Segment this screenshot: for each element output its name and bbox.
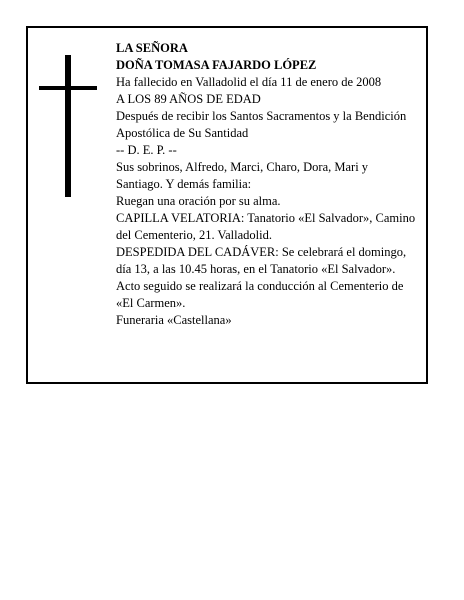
title-line: LA SEÑORA — [116, 41, 188, 55]
chapel-paragraph: CAPILLA VELATORIA: Tanatorio «El Salvador», Camino del Cementerio, 21. Valladolid. — [116, 211, 416, 242]
cross-icon — [39, 55, 97, 197]
funeral-home-line: Funeraria «Castellana» — [116, 313, 232, 327]
obituary-text — [116, 40, 416, 329]
death-line: Ha fallecido en Valladolid el día 11 de enero de 2008 — [116, 75, 382, 89]
cross-horizontal-bar — [39, 86, 97, 90]
rip-line: -- D. E. P. -- — [116, 143, 177, 157]
sacraments-paragraph: Después de recibir los Santos Sacramentos y la Bendición Apostólica de Su Santidad — [116, 109, 407, 140]
cross-vertical-bar — [65, 55, 71, 197]
farewell-paragraph: DESPEDIDA DEL CADÁVER: Se celebrará el domingo, día 13, a las 10.45 horas, en el Tanatorio «El Salvador». Acto seguido se realizará la conducción al Cementerio de «El Carmen». — [116, 245, 407, 310]
deceased-name: DOÑA TOMASA FAJARDO LÓPEZ — [116, 58, 317, 72]
family-paragraph: Sus sobrinos, Alfredo, Marci, Charo, Dora, Mari y Santiago. Y demás familia: — [116, 160, 369, 191]
prayer-line: Ruegan una oración por su alma. — [116, 194, 281, 208]
age-line: A LOS 89 AÑOS DE EDAD — [116, 92, 261, 106]
obituary-notice — [26, 26, 428, 384]
